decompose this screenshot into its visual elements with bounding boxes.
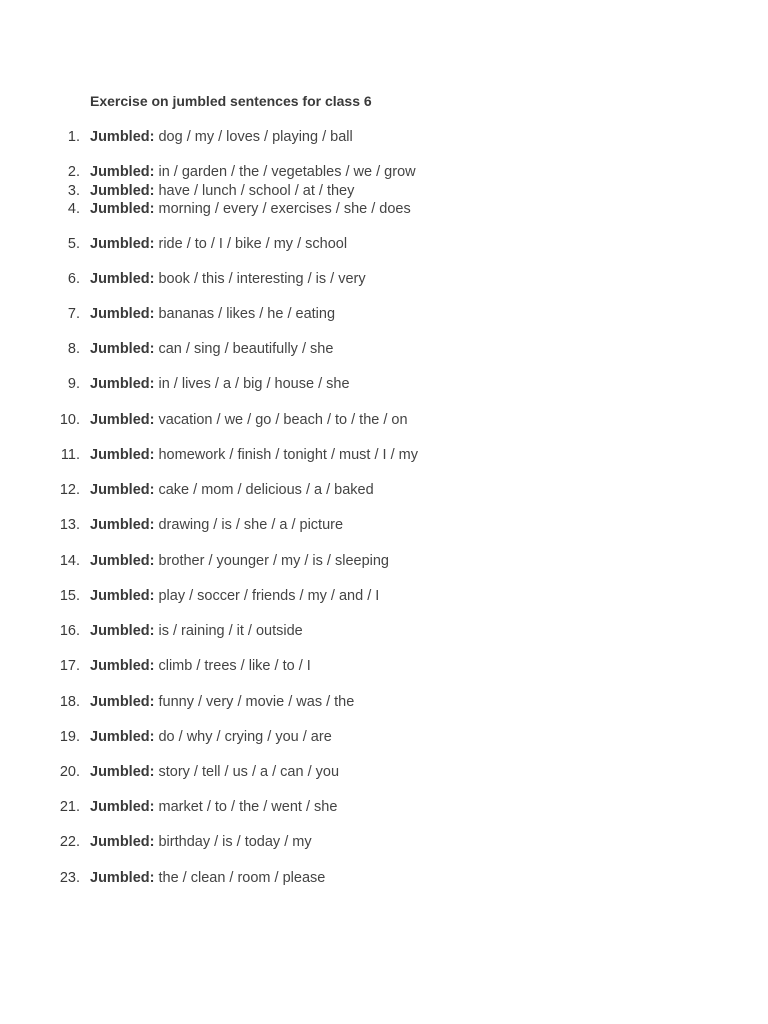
item-number: 4. [67,201,80,217]
jumbled-label: Jumbled: [90,729,155,745]
jumbled-label: Jumbled: [90,517,155,533]
jumbled-label: Jumbled: [90,588,155,604]
item-number: 14. [59,553,80,569]
list-item [0,163,768,181]
jumbled-label: Jumbled: [90,271,155,287]
list-item [0,657,768,675]
item-number: 18. [59,694,80,710]
jumbled-words: dog / my / loves / playing / ball [158,129,353,145]
list-item [0,798,768,816]
jumbled-label: Jumbled: [90,482,155,498]
jumbled-words: the / clean / room / please [158,870,326,886]
jumbled-label: Jumbled: [90,834,155,850]
list-item [0,728,768,746]
jumbled-label: Jumbled: [90,183,155,199]
jumbled-words: in / garden / the / vegetables / we / grow [158,164,416,180]
list-item [0,481,768,499]
list-item [0,833,768,851]
jumbled-label: Jumbled: [90,447,155,463]
item-number: 5. [67,236,80,252]
jumbled-label: Jumbled: [90,129,155,145]
jumbled-label: Jumbled: [90,553,155,569]
list-item [0,200,768,218]
jumbled-words: cake / mom / delicious / a / baked [158,482,374,498]
item-number: 17. [59,658,80,674]
list-item [0,270,768,288]
jumbled-words: morning / every / exercises / she / does [158,201,411,217]
jumbled-words: is / raining / it / outside [158,623,303,639]
list-item [0,305,768,323]
jumbled-label: Jumbled: [90,201,155,217]
item-number: 13. [59,517,80,533]
item-number: 23. [59,870,80,886]
jumbled-label: Jumbled: [90,870,155,886]
list-item [0,516,768,534]
jumbled-label: Jumbled: [90,164,155,180]
jumbled-words: funny / very / movie / was / the [158,694,355,710]
item-number: 8. [67,341,80,357]
list-item [0,235,768,253]
jumbled-words: in / lives / a / big / house / she [158,376,350,392]
jumbled-label: Jumbled: [90,412,155,428]
item-number: 3. [67,183,80,199]
jumbled-label: Jumbled: [90,623,155,639]
item-number: 22. [59,834,80,850]
list-item [0,446,768,464]
item-number: 15. [59,588,80,604]
jumbled-words: book / this / interesting / is / very [158,271,366,287]
jumbled-label: Jumbled: [90,799,155,815]
jumbled-words: do / why / crying / you / are [158,729,332,745]
jumbled-words: birthday / is / today / my [158,834,312,850]
list-item [0,587,768,605]
list-item [0,693,768,711]
item-number: 10. [59,412,80,428]
item-number: 16. [59,623,80,639]
jumbled-words: market / to / the / went / she [158,799,338,815]
list-item [0,182,768,200]
item-number: 11. [60,447,80,463]
list-item [0,622,768,640]
item-number: 21. [59,799,80,815]
jumbled-words: drawing / is / she / a / picture [158,517,344,533]
list-item [0,869,768,887]
jumbled-label: Jumbled: [90,658,155,674]
item-number: 20. [59,764,80,780]
list-item [0,375,768,393]
jumbled-label: Jumbled: [90,376,155,392]
jumbled-label: Jumbled: [90,694,155,710]
item-number: 9. [67,376,80,392]
item-number: 12. [59,482,80,498]
item-number: 6. [67,271,80,287]
jumbled-label: Jumbled: [90,236,155,252]
jumbled-label: Jumbled: [90,306,155,322]
list-item [0,552,768,570]
list-item [0,763,768,781]
document-title: Exercise on jumbled sentences for class 6 [90,93,372,109]
item-number: 1. [67,129,80,145]
jumbled-words: bananas / likes / he / eating [158,306,336,322]
jumbled-words: climb / trees / like / to / I [158,658,311,674]
jumbled-words: play / soccer / friends / my / and / I [158,588,380,604]
jumbled-words: ride / to / I / bike / my / school [158,236,348,252]
jumbled-words: can / sing / beautifully / she [158,341,334,357]
item-number: 7. [67,306,80,322]
jumbled-words: homework / finish / tonight / must / I / my [158,447,418,463]
jumbled-label: Jumbled: [90,341,155,357]
jumbled-words: have / lunch / school / at / they [158,183,355,199]
list-item [0,411,768,429]
list-item [0,128,768,146]
list-item [0,340,768,358]
jumbled-words: brother / younger / my / is / sleeping [158,553,389,569]
item-number: 19. [59,729,80,745]
item-number: 2. [67,164,80,180]
jumbled-words: vacation / we / go / beach / to / the / on [158,412,408,428]
jumbled-words: story / tell / us / a / can / you [158,764,340,780]
jumbled-label: Jumbled: [90,764,155,780]
